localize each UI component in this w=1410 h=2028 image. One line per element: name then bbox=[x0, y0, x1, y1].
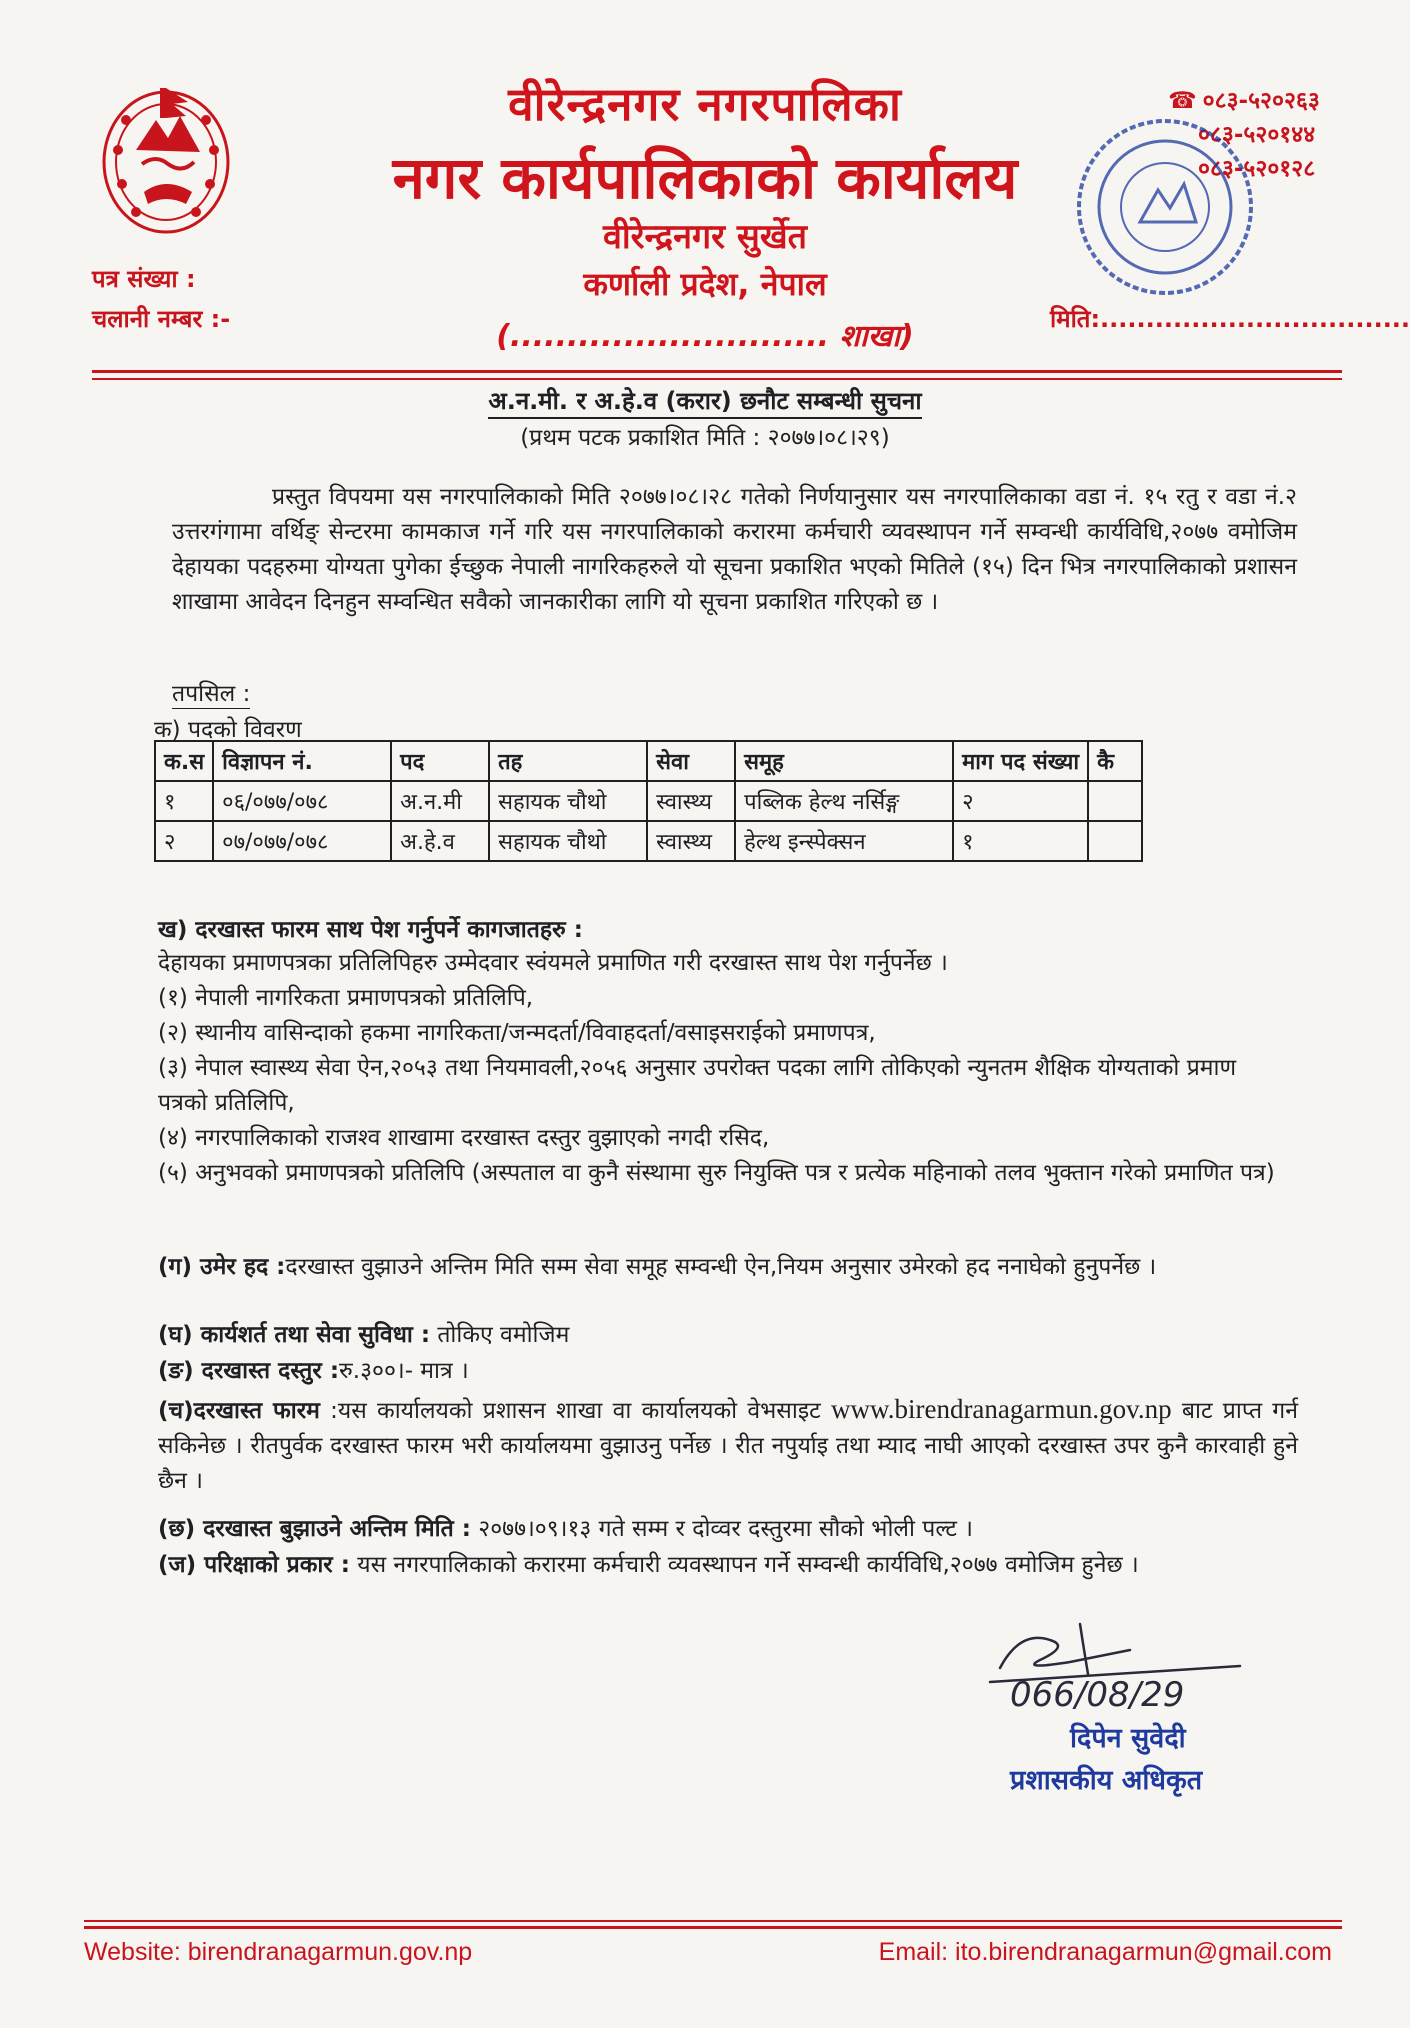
table-header: पद bbox=[391, 741, 489, 781]
website-url: www.birendranagarmun.gov.np bbox=[830, 1394, 1172, 1424]
date-field: मिति:.................................. bbox=[1050, 305, 1410, 333]
municipality-name: वीरेन्द्रनगर नगरपालिका bbox=[508, 77, 902, 131]
header-divider bbox=[92, 370, 1342, 373]
section-ka-heading: क) पदको विवरण bbox=[154, 717, 302, 743]
list-item: (२) स्थानीय वासिन्दाको हकमा नागरिकता/जन्मदर्ता/विवाहदर्ता/वसाइसराईको प्रमाणपत्र, bbox=[158, 1020, 876, 1046]
table-cell: पब्लिक हेल्थ नर्सिङ्ग bbox=[735, 781, 953, 821]
section-text: दरखास्त वुझाउने अन्तिम मिति सम्म सेवा समूह सम्वन्धी ऐन,नियम अनुसार उमेरको हद ननाघेको हुनुपर्नेछ । bbox=[285, 1254, 1157, 1280]
table-cell bbox=[1088, 781, 1142, 821]
section-label: (छ) दरखास्त बुझाउने अन्तिम मिति : bbox=[158, 1516, 471, 1542]
section-cha bbox=[158, 1392, 1298, 1499]
section-chha bbox=[158, 1512, 1298, 1547]
letter-number-label: पत्र संख्या : bbox=[92, 265, 196, 293]
section-label: (ग) उमेर हद : bbox=[158, 1254, 286, 1280]
section-text: :यस कार्यालयको प्रशासन शाखा वा कार्यालयको वेभसाइट bbox=[319, 1398, 821, 1424]
list-item: (१) नेपाली नागरिकता प्रमाणपत्रको प्रतिलिपि, bbox=[158, 985, 534, 1011]
section-ja bbox=[158, 1548, 1298, 1583]
section-text: यस नगरपालिकाको करारमा कर्मचारी व्यवस्थापन गर्ने सम्वन्धी कार्यविधि,२०७७ वमोजिम हुनेछ । bbox=[349, 1552, 1139, 1578]
footer-divider bbox=[84, 1926, 1342, 1929]
section-label: (घ) कार्यशर्त तथा सेवा सुविधा : bbox=[158, 1322, 431, 1348]
section-text: बाट प्राप्त गर्न सकिनेछ । रीतपुर्वक दरखास्त फारम भरी कार्यालयमा वुझाउनु पर्नेछ । रीत नपुर्याइ तथा म्याद नाघी आएको दरखास्त उपर कुनै कारवाही हुने छैन । bbox=[158, 1398, 1299, 1494]
signatory-name: दिपेन सुवेदी bbox=[1070, 1723, 1186, 1754]
section-ga bbox=[158, 1250, 1298, 1285]
table-header: विज्ञापन नं. bbox=[213, 741, 391, 781]
table-cell: २ bbox=[953, 781, 1088, 821]
table-cell: ०७/०७७/०७८ bbox=[213, 821, 391, 861]
phone-number: ०८३-५२०१४४ bbox=[1198, 122, 1316, 148]
phone-icon: ☎ bbox=[1168, 88, 1197, 114]
table-header: सेवा bbox=[647, 741, 735, 781]
phone-number: ०८३-५२०१२८ bbox=[1198, 156, 1316, 182]
dispatch-number-label: चलानी नम्बर :- bbox=[92, 305, 231, 333]
table-cell: ०६/०७७/०७८ bbox=[213, 781, 391, 821]
table-cell bbox=[1088, 821, 1142, 861]
table-cell: १ bbox=[155, 781, 213, 821]
table-header-row bbox=[155, 741, 1142, 781]
footer-website: Website: birendranagarmun.gov.np bbox=[84, 1938, 473, 1966]
table-cell: २ bbox=[155, 821, 213, 861]
table-row bbox=[155, 821, 1142, 861]
province-country: कर्णाली प्रदेश, नेपाल bbox=[583, 265, 827, 303]
table-header: तह bbox=[489, 741, 647, 781]
footer-divider bbox=[84, 1920, 1342, 1922]
posts-table bbox=[154, 740, 1143, 862]
signatory-designation: प्रशासकीय अधिकृत bbox=[1010, 1765, 1203, 1796]
table-header: माग पद संख्या bbox=[953, 741, 1088, 781]
section-text: २०७७।०९।१३ गते सम्म र दोव्वर दस्तुरमा सौको भोली पल्ट । bbox=[470, 1516, 973, 1542]
notice-title: अ.न.मी. र अ.हे.व (करार) छनौट सम्बन्धी सुचना bbox=[0, 384, 1410, 417]
table-cell: हेल्थ इन्स्पेक्सन bbox=[735, 821, 953, 861]
table-header: समूह bbox=[735, 741, 953, 781]
list-item: (३) नेपाल स्वास्थ्य सेवा ऐन,२०५३ तथा नियमावली,२०५६ अनुसार उपरोक्त पदका लागि तोकिएको न्युनतम शैक्षिक योग्यताको प्रमाण पत्रको प्रतिलिपि, bbox=[158, 1055, 1237, 1116]
section-text: तोकिए वमोजिम bbox=[430, 1322, 570, 1348]
office-seal-stamp bbox=[1070, 112, 1260, 302]
section-text: रु.३००।- मात्र । bbox=[339, 1358, 469, 1384]
table-row bbox=[155, 781, 1142, 821]
header-divider bbox=[92, 378, 1342, 380]
list-item: (५) अनुभवको प्रमाणपत्रको प्रतिलिपि (अस्पताल वा कुनै संस्थामा सुरु नियुक्ति पत्र र प्रत्येक महिनाको तलव भुक्तान गरेको प्रमाणित पत्र) bbox=[158, 1160, 1275, 1186]
notice-subtitle: (प्रथम पटक प्रकाशित मिति : २०७७।०८।२९) bbox=[520, 425, 890, 451]
table-cell: स्वास्थ्य bbox=[647, 781, 735, 821]
table-cell: स्वास्थ्य bbox=[647, 821, 735, 861]
details-heading: तपसिल : bbox=[172, 676, 250, 709]
footer-email: Email: ito.birendranagarmun@gmail.com bbox=[878, 1938, 1332, 1966]
table-cell: अ.हे.व bbox=[391, 821, 489, 861]
table-cell: १ bbox=[953, 821, 1088, 861]
section-label: (ङ) दरखास्त दस्तुर : bbox=[158, 1358, 340, 1384]
documents-list bbox=[158, 946, 1288, 1191]
section-kha-heading: ख) दरखास्त फारम साथ पेश गर्नुपर्ने कागजातहरु : bbox=[158, 917, 583, 943]
table-cell: सहायक चौथो bbox=[489, 821, 647, 861]
list-intro: देहायका प्रमाणपत्रका प्रतिलिपिहरु उम्मेदवार स्वंयमले प्रमाणित गरी दरखास्त साथ पेश गर्नुपर्नेछ । bbox=[158, 950, 948, 976]
office-location: वीरेन्द्रनगर सुर्खेत bbox=[602, 217, 808, 257]
notice-intro: प्रस्तुत विपयमा यस नगरपालिकाको मिति २०७७।०८।२८ गतेको निर्णयानुसार यस नगरपालिकाका वडा नं. १५ रतु र वडा नं.२ उत्तरगंगामा वर्थिङ् सेन्टरमा कामकाज गर्ने गरि यस नगरपालिकाको करारमा कर्मचारी व्यवस्थापन गर्ने सम्वन्धी कार्यविधि,२०७७ वमोजिम देहायका पदहरुमा योग्यता पुगेका ईच्छुक नेपाली नागरिकहरुले यो सूचना प्रकाशित भएको मितिले (१५) दिन भित्र नगरपालिकाको प्रशासन शाखामा आवेदन दिनहुन सम्वन्धित सवैको जानकारीका लागि यो सूचना प्रकाशित गरिएको छ । bbox=[172, 484, 1297, 615]
office-name: नगर कार्यपालिकाको कार्यालय bbox=[392, 144, 1018, 212]
table-cell: सहायक चौथो bbox=[489, 781, 647, 821]
list-item: (४) नगरपालिकाको राजश्व शाखामा दरखास्त दस्तुर वुझाएको नगदी रसिद, bbox=[158, 1125, 770, 1151]
section-label: (ज) परिक्षाको प्रकार : bbox=[158, 1552, 350, 1578]
table-header: क.स bbox=[155, 741, 213, 781]
section-nga bbox=[158, 1354, 1298, 1389]
section-label: (च)दरखास्त फारम bbox=[158, 1398, 320, 1424]
branch-line: (............................ शाखा) bbox=[496, 319, 914, 354]
phone-number: ०८३-५२०२६३ bbox=[1202, 88, 1320, 114]
table-cell: अ.न.मी bbox=[391, 781, 489, 821]
handwritten-signature bbox=[980, 1610, 1280, 1710]
section-gha bbox=[158, 1318, 1298, 1353]
table-header: कै bbox=[1088, 741, 1142, 781]
signature-date: 066/08/29 bbox=[1010, 1675, 1185, 1710]
